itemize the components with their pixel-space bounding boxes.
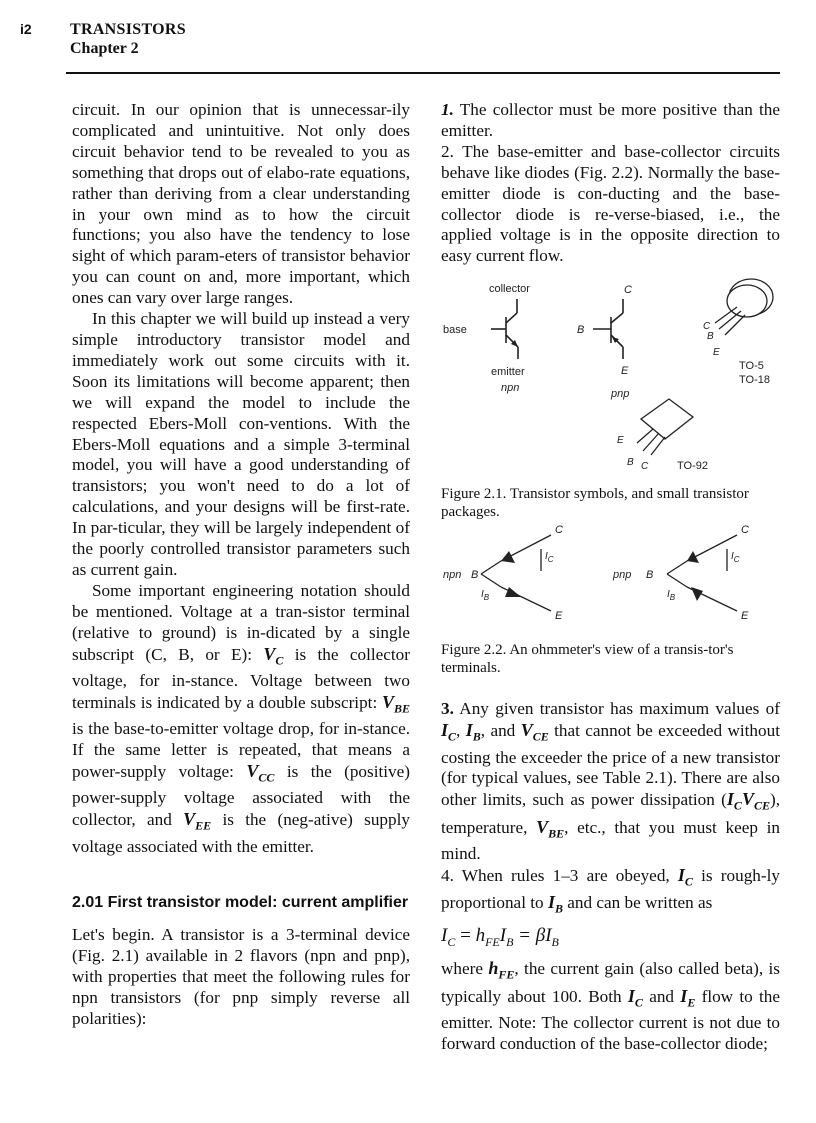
label-npn: npn [501, 382, 520, 395]
label-fig2-npn-ic: $I_C$ [545, 551, 554, 565]
rule-2: 2. The base-emitter and base-collector circuits behave like diodes (Fig. 2.2). Normally the base-emitter diode is con-ducting and the base-collector diode is re-verse-biased, i.e., the applied voltage is in the opposite direction to easy current flow. [441, 141, 780, 266]
figure-2-2-caption: Figure 2.2. An ohmmeter's view of a transis-tor's terminals. [441, 642, 734, 677]
figure-2-1 [441, 267, 780, 485]
rule-1: 1. The collector must be more positive than the emitter. [441, 100, 780, 140]
npn-bc-diode [501, 551, 515, 563]
label-to5: TO-5 [739, 360, 764, 373]
page-number: i2 [20, 21, 32, 37]
label-to92: TO-92 [677, 460, 708, 473]
label-pnp-b: B [577, 324, 585, 337]
label-to5-e: E [713, 347, 720, 359]
label-fig2-npn-c: C [555, 524, 563, 537]
label-fig2-pnp-ib: $I_B$ [667, 589, 676, 603]
label-emitter: emitter [491, 366, 525, 379]
label-to92-b: B [627, 457, 634, 469]
header-rule [66, 72, 780, 74]
label-pnp-c: C [624, 284, 632, 297]
label-pnp-e: E [621, 365, 629, 378]
to92-package [637, 399, 693, 455]
label-to5-b: B [707, 331, 714, 343]
left-column [72, 100, 410, 1030]
paragraph-2: In this chapter we will build up instead a very simple introductory transistor model and immediately work out some circuits with it. Soon its limitations will become apparent; then we will expand the model to include the respected Ebers-Moll con-ventions. With the Ebers-Moll equations and a simple 3-terminal model, you will have a good understanding of transistors; you won't need to do a lot of calculations, and your designs will be first-rate. In par-ticular, they will be largely independent of the poorly controlled transistor parameters such as current gain. [72, 309, 410, 579]
label-fig2-npn-ib: $I_B$ [481, 589, 490, 603]
label-fig2-pnp-e: E [741, 610, 749, 623]
figure-2-1-caption: Figure 2.1. Transistor symbols, and small transistor packages. [441, 486, 749, 521]
label-collector: collector [489, 283, 530, 296]
pnp-bc-diode [687, 551, 699, 563]
pnp-symbol [593, 299, 623, 359]
label-to5-c: C [703, 321, 711, 333]
paragraph-3: Some important engineering notation should be mentioned. Voltage at a tran-sistor terminal (relative to ground) is in-dicated by a single subscript (C, B, or E): $V_C$ is the collector voltage, for in-stance. Voltage between two terminals is indicated by a double subscript: $V_{BE}$ is the base-to-emitter voltage drop, for in-stance. If the same letter is repeated, that means a power-supply voltage: $V_{CC}$ is the (positive) power-supply voltage associated with the collector, and $V_{EE}$ is the (neg-ative) supply voltage associated with the emitter. [72, 580, 410, 856]
label-base: base [443, 324, 467, 337]
rule-3: 3. Any given transistor has maximum values of $I_C$, $I_B$, and $V_{CE}$ that cannot be exceeded without costing the exceeder the price of a new transistor (for typical values, see Table 2.1). There are also other limits, such as power dissipation $(I_CV_{CE})$, temperature, $V_{BE}$, etc., that you must keep in mind. [441, 699, 780, 863]
running-title: TRANSISTORS [70, 21, 186, 38]
label-fig2-pnp-c: C [741, 524, 749, 537]
to5-package [715, 279, 773, 335]
npn-diode-model [481, 535, 551, 611]
npn-symbol [491, 299, 518, 359]
figure-2-2 [441, 521, 780, 641]
section-heading: 2.01 First transistor model: current amplifier [72, 894, 409, 912]
paragraph-hfe: where $h_{FE}$, the current gain (also called beta), is typically about 100. Both $I_C$ and $I_E$ flow to the emitter. Note: The collector current is not due to forward conduction of the base-collector diode; [441, 958, 780, 1053]
npn-be-diode [505, 587, 521, 597]
label-to92-c: C [641, 461, 649, 473]
paragraph-1: circuit. In our opinion that is unnecessar-ily complicated and unintuitive. Not only does circuit behavior tend to be revealed to you as something that drops out of elabo-rate equations, rather than deriving from a clear understanding in your own mind as to how the circuit functions; you also have the tendency to lose sight of which param-eters of transistor behavior you can count on and, more important, which ones can vary over large ranges. [72, 100, 410, 308]
label-fig2-npn-b: B [471, 569, 479, 582]
label-fig2-npn: npn [443, 569, 462, 582]
rule-4: 4. When rules 1–3 are obeyed, $I_C$ is rough-ly proportional to $I_B$ and can be written as [441, 864, 780, 916]
right-column [441, 100, 780, 1055]
label-to92-e: E [617, 435, 624, 447]
pnp-diode-model [667, 535, 737, 611]
label-fig2-npn-e: E [555, 610, 563, 623]
label-pnp: pnp [611, 388, 630, 401]
running-chapter: Chapter 2 [70, 40, 139, 57]
paragraph-4: Let's begin. A transistor is a 3-terminal device (Fig. 2.1) available in 2 flavors (npn and pnp), with properties that meet the following rules for npn transistors (for pnp simply reverse all polarities): [72, 925, 410, 1029]
equation-current-gain: $I_C = h_{FE}I_B = \beta I_B$ [441, 924, 559, 949]
label-to18: TO-18 [739, 374, 770, 387]
label-fig2-pnp-ic: $I_C$ [731, 551, 740, 565]
label-fig2-pnp: pnp [613, 569, 632, 582]
label-fig2-pnp-b: B [646, 569, 654, 582]
